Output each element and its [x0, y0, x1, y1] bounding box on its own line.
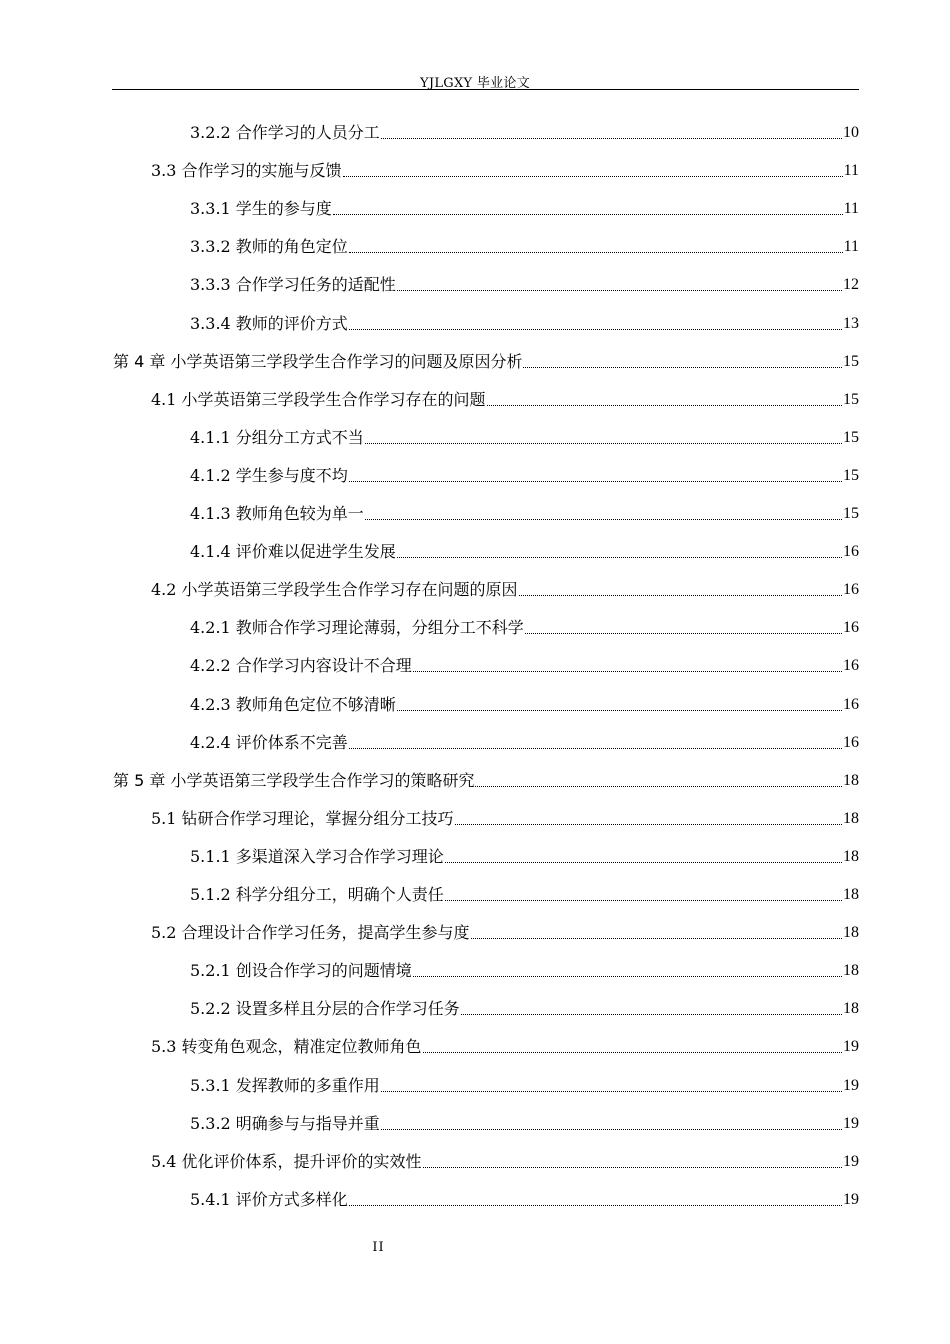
toc-entry[interactable]: [190, 114, 859, 152]
dot-leader: [365, 518, 842, 520]
toc-entry-page-number: 16: [843, 695, 859, 713]
dot-leader: [423, 1166, 842, 1168]
toc-entry-page-number: 15: [843, 505, 859, 522]
toc-entry[interactable]: [190, 838, 859, 876]
toc-entry[interactable]: [190, 533, 859, 571]
toc-entry[interactable]: [151, 381, 859, 419]
dot-leader: [461, 1013, 842, 1015]
dot-leader: [445, 899, 842, 901]
dot-leader: [343, 175, 843, 177]
dot-leader: [349, 1204, 842, 1206]
toc-entry[interactable]: [190, 609, 859, 647]
toc-entry-label: 5.4 优化评价体系，提升评价的实效性: [151, 1151, 422, 1171]
toc-entry-page-number: 10: [843, 124, 859, 141]
dot-leader: [349, 328, 842, 330]
dot-leader: [397, 289, 842, 291]
dot-leader: [471, 937, 842, 939]
toc-entry-label: 5.3.2 明确参与与指导并重: [190, 1113, 380, 1133]
dot-leader: [349, 251, 843, 253]
toc-entry[interactable]: [151, 800, 859, 838]
toc-entry-page-number: 12: [843, 276, 859, 294]
toc-entry[interactable]: [190, 419, 859, 457]
toc-entry-label: 4.2.4 评价体系不完善: [190, 732, 348, 752]
dot-leader: [381, 1128, 842, 1130]
toc-entry-page-number: 16: [843, 581, 859, 599]
toc-entry-page-number: 13: [843, 314, 859, 332]
toc-entry-label: 第 5 章 小学英语第三学段学生合作学习的策略研究: [113, 770, 475, 790]
toc-entry[interactable]: [190, 990, 859, 1028]
toc-entry[interactable]: [190, 1067, 859, 1105]
toc-entry-page-number: 19: [843, 1038, 859, 1056]
toc-entry-label: 5.3.1 发挥教师的多重作用: [190, 1075, 380, 1095]
toc-entry-label: 5.2.1 创设合作学习的问题情境: [190, 961, 412, 981]
dot-leader: [333, 213, 843, 215]
toc-entry-page-number: 16: [843, 543, 859, 561]
toc-entry-page-number: 18: [843, 1000, 859, 1018]
toc-entry-label: 4.2.3 教师角色定位不够清晰: [190, 694, 396, 714]
toc-entry-page-number: 18: [843, 847, 859, 865]
toc-entry-label: 4.1.3 教师角色较为单一: [190, 504, 364, 523]
toc-entry[interactable]: [113, 343, 859, 381]
toc-entry-label: 4.1.1 分组分工方式不当: [190, 427, 364, 447]
toc-entry-label: 3.3.2 教师的角色定位: [190, 237, 348, 257]
toc-entry-label: 4.2 小学英语第三学段学生合作学习存在问题的原因: [151, 580, 518, 600]
toc-entry[interactable]: [190, 724, 859, 762]
toc-entry-label: 3.3.3 合作学习任务的适配性: [190, 275, 396, 295]
toc-entry-label: 5.2.2 设置多样且分层的合作学习任务: [190, 999, 460, 1019]
dot-leader: [365, 442, 842, 444]
toc-entry[interactable]: [151, 571, 859, 609]
toc-entry-page-number: 16: [843, 657, 859, 675]
toc-entry[interactable]: [151, 1028, 859, 1066]
dot-leader: [445, 861, 842, 863]
dot-leader: [397, 709, 842, 711]
toc-entry-page-number: 18: [843, 924, 859, 942]
toc-entry-label: 5.2 合理设计合作学习任务，提高学生参与度: [151, 923, 470, 943]
toc-entry[interactable]: [190, 266, 859, 304]
toc-entry-page-number: 15: [843, 352, 859, 370]
toc-entry[interactable]: [190, 647, 859, 685]
toc-entry[interactable]: [190, 1105, 859, 1143]
header-rule: [112, 89, 859, 90]
dot-leader: [455, 823, 842, 825]
toc-entry-page-number: 11: [843, 238, 859, 256]
toc-entry-label: 5.1.2 科学分组分工，明确个人责任: [190, 885, 444, 904]
toc-entry-label: 4.2.1 教师合作学习理论薄弱，分组分工不科学: [190, 618, 524, 638]
dot-leader: [413, 975, 842, 977]
toc-entry-label: 5.4.1 评价方式多样化: [190, 1189, 348, 1209]
toc-entry[interactable]: [190, 495, 859, 533]
toc-entry-label: 5.3 转变角色观念，精准定位教师角色: [151, 1037, 422, 1057]
toc-entry-page-number: 15: [843, 390, 859, 408]
toc-entry[interactable]: [113, 762, 859, 800]
toc-entry-label: 5.1 钻研合作学习理论，掌握分组分工技巧: [151, 808, 454, 828]
dot-leader: [413, 670, 842, 672]
toc-entry[interactable]: [190, 228, 859, 266]
toc-entry-page-number: 19: [843, 1190, 859, 1208]
dot-leader: [381, 137, 842, 139]
toc-entry-page-number: 18: [843, 962, 859, 980]
toc-entry[interactable]: [190, 190, 859, 228]
dot-leader: [487, 404, 842, 406]
toc-entry-page-number: 16: [843, 733, 859, 751]
dot-leader: [397, 556, 842, 558]
toc-entry-label: 4.1.4 评价难以促进学生发展: [190, 542, 396, 562]
dot-leader: [381, 1090, 842, 1092]
toc-entry-page-number: 19: [843, 1076, 859, 1094]
toc-entry[interactable]: [151, 152, 859, 190]
toc-entry-page-number: 15: [843, 428, 859, 446]
dot-leader: [523, 366, 842, 368]
toc-entry-label: 3.2.2 合作学习的人员分工: [190, 123, 380, 142]
dot-leader: [525, 632, 842, 634]
footer-page-number: II: [372, 1240, 385, 1255]
dot-leader: [519, 594, 842, 596]
toc-entry-label: 3.3 合作学习的实施与反馈: [151, 161, 342, 181]
dot-leader: [475, 785, 842, 787]
toc-entry-label: 4.1.2 学生参与度不均: [190, 465, 348, 485]
toc-entry-label: 4.1 小学英语第三学段学生合作学习存在的问题: [151, 389, 486, 409]
toc-entry-page-number: 18: [843, 771, 859, 789]
toc-entry[interactable]: [190, 457, 859, 495]
toc-entry[interactable]: [151, 914, 859, 952]
toc-entry-page-number: 15: [843, 466, 859, 484]
dot-leader: [349, 480, 842, 482]
toc-entry-page-number: 19: [843, 1152, 859, 1170]
toc-entry-page-number: 16: [843, 619, 859, 637]
toc-entry-page-number: 11: [843, 200, 859, 218]
toc-entry-page-number: 11: [843, 162, 859, 180]
toc-entry[interactable]: [190, 1181, 859, 1219]
page-header-title: YJLGXY 毕业论文: [419, 76, 531, 91]
toc-entry-page-number: 18: [843, 809, 859, 827]
toc-entry-label: 5.1.1 多渠道深入学习合作学习理论: [190, 846, 444, 866]
dot-leader: [423, 1051, 842, 1053]
toc-entry-label: 3.3.4 教师的评价方式: [190, 313, 348, 333]
toc-entry[interactable]: [190, 952, 859, 990]
dot-leader: [349, 747, 842, 749]
toc-entry-label: 第 4 章 小学英语第三学段学生合作学习的问题及原因分析: [113, 351, 523, 371]
toc-entry[interactable]: [151, 1143, 859, 1181]
toc-entry[interactable]: [190, 876, 859, 914]
toc-entry[interactable]: [190, 305, 859, 343]
toc-entry[interactable]: [190, 686, 859, 724]
toc-entry-page-number: 18: [843, 886, 859, 903]
toc-entry-label: 4.2.2 合作学习内容设计不合理: [190, 656, 412, 676]
toc-entry-label: 3.3.1 学生的参与度: [190, 199, 332, 219]
toc-entry-page-number: 19: [843, 1114, 859, 1132]
